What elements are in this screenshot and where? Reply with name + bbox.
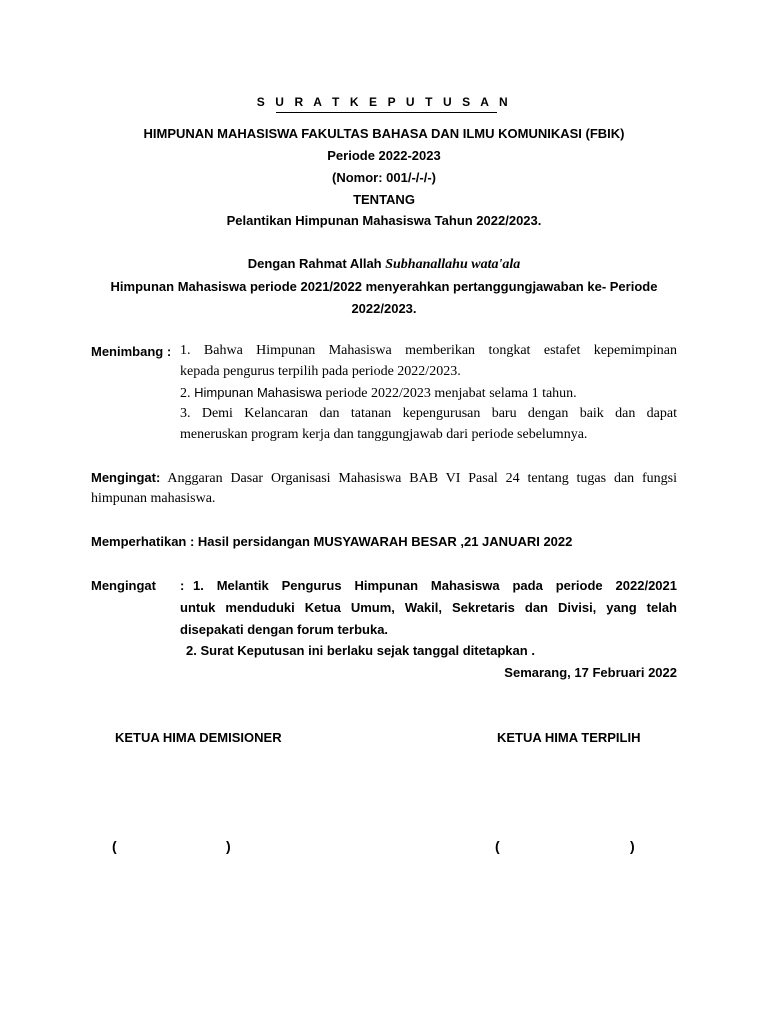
blessing-line: [0, 256, 768, 273]
mengingat-text: Anggaran Dasar Organisasi Mahasiswa BAB VI Pasal 24 tentang tugas dan fungsi: [160, 471, 677, 486]
memperhatikan-line: Memperhatikan : Hasil persidangan MUSYAWARAH BESAR ,21 JANUARI 2022: [91, 534, 573, 549]
signature-left-open-paren: (: [112, 838, 117, 854]
signature-right-open-paren: (: [495, 838, 500, 854]
mengingat-2-label: Mengingat: [91, 578, 156, 593]
mengingat-line-1: [91, 470, 677, 487]
menimbang-item-2-num: 2.: [180, 386, 191, 401]
place-date: Semarang, 17 Februari 2022: [504, 665, 677, 680]
mengingat-2-item-1-line-2: untuk menduduki Ketua Umum, Wakil, Sekretaris dan Divisi, yang telah: [180, 600, 677, 615]
decree-number: (Nomor: 001/-/-/-): [332, 170, 436, 185]
mengingat-2-item-1-line-3: disepakati dengan forum terbuka.: [180, 622, 389, 637]
mengingat-2-item-1-line-1: 1. Melantik Pengurus Himpunan Mahasiswa pada periode 2022/2021: [193, 578, 677, 593]
title-underline: [276, 112, 497, 113]
menimbang-label: Menimbang :: [91, 344, 172, 359]
menimbang-item-2: [180, 385, 577, 402]
menimbang-item-2-org: Himpunan Mahasiswa: [190, 385, 323, 400]
mengingat-2-item-2: 2. Surat Keputusan ini berlaku sejak tanggal ditetapkan .: [186, 643, 535, 658]
menimbang-item-3-line-1: 3. Demi Kelancaran dan tatanan kepengurusan baru dengan baik dan dapat: [180, 406, 677, 421]
handover-line-1: Himpunan Mahasiswa periode 2021/2022 menyerahkan pertanggungjawaban ke- Periode: [110, 279, 658, 294]
menimbang-item-2-rest: periode 2022/2023 menjabat selama 1 tahun.: [322, 386, 577, 401]
blessing-name: Subhanallahu wata'ala: [385, 257, 521, 272]
signature-left-close-paren: ): [226, 838, 231, 854]
about-label: TENTANG: [353, 192, 415, 207]
document-title: S U R A T K E P U T U S A N: [256, 95, 512, 109]
signature-right-title: KETUA HIMA TERPILIH: [497, 730, 641, 745]
blessing-lead: Dengan Rahmat Allah: [247, 256, 386, 271]
organization-name: HIMPUNAN MAHASISWA FAKULTAS BAHASA DAN ILMU KOMUNIKASI (FBIK): [143, 126, 625, 141]
handover-line-2: 2022/2023.: [351, 301, 417, 316]
menimbang-item-1-line-2: kepada pengurus terpilih pada periode 2022/2023.: [180, 364, 461, 379]
mengingat-line-2: himpunan mahasiswa.: [91, 491, 216, 506]
menimbang-item-3-line-2: meneruskan program kerja dan tanggungjawab dari periode sebelumnya.: [180, 427, 588, 442]
mengingat-label: Mengingat:: [91, 470, 161, 485]
signature-left-title: KETUA HIMA DEMISIONER: [115, 730, 282, 745]
mengingat-2-colon: :: [180, 578, 185, 593]
period-label: Periode 2022-2023: [327, 148, 441, 163]
decree-subject: Pelantikan Himpunan Mahasiswa Tahun 2022/2023.: [226, 213, 542, 228]
signature-right-close-paren: ): [630, 838, 635, 854]
menimbang-item-1-line-1: 1. Bahwa Himpunan Mahasiswa memberikan tongkat estafet kepemimpinan: [180, 343, 677, 358]
